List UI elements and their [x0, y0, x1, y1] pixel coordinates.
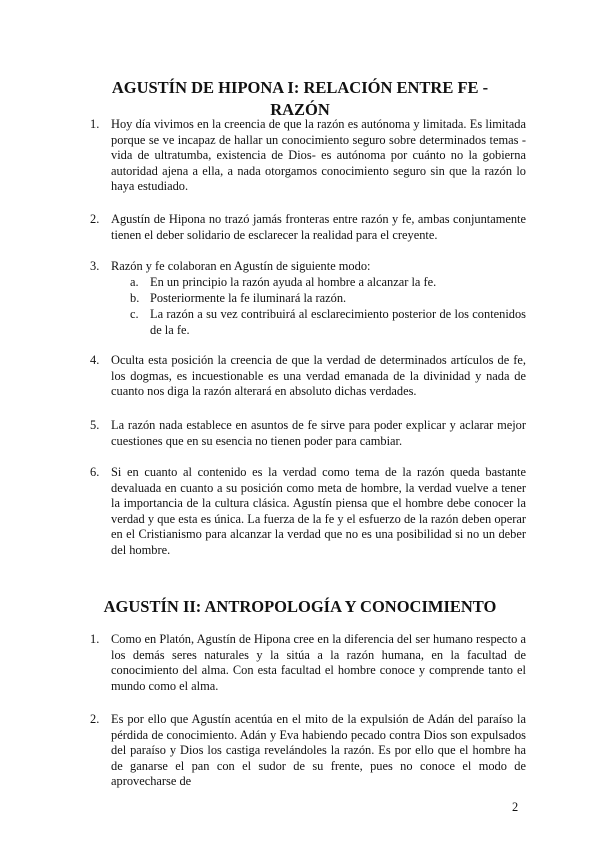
- s2-item-1-text: Como en Platón, Agustín de Hipona cree en la diferencia del ser humano respecto a los demás seres naturales y la sitúa a la razón humana, en la facultad de conocimiento del alma. Con esta facultad el hombre conoce y comprende tanto el mundo como el alma.: [111, 632, 526, 693]
- s1-item-5: [90, 418, 526, 449]
- s1-item-1: [90, 117, 526, 195]
- s1-item-5-text: La razón nada establece en asuntos de fe sirve para poder explicar y aclarar mejor cuestiones que en su esencia no tienen poder para cambiar.: [111, 418, 526, 448]
- s2-item-2-text: Es por ello que Agustín acentúa en el mito de la expulsión de Adán del paraíso la pérdida de conocimiento. Adán y Eva habiendo pecado contra Dios son expulsados del paraíso y Dios los castiga revelándoles la razón. Es por ello que el hombre ha de ganarse el pan con el sudor de su frente, pues no conoce el modo de aprovecharse de: [111, 712, 526, 789]
- page-number: 2: [512, 800, 519, 814]
- s1-item-2-text: Agustín de Hipona no trazó jamás fronteras entre razón y fe, ambas conjuntamente tienen el deber solidario de esclarecer la realidad para el creyente.: [111, 212, 526, 242]
- s1-subitem-b-letter: b.: [130, 291, 140, 305]
- s1-item-5-number: 5.: [90, 418, 100, 432]
- s1-subitem-a-text: En un principio la razón ayuda al hombre a alcanzar la fe.: [150, 275, 437, 289]
- s1-item-6: [90, 465, 526, 559]
- s2-item-1: [90, 632, 526, 694]
- section-1-title-line-2: RAZÓN: [270, 100, 330, 119]
- s2-item-1-number: 1.: [90, 632, 100, 646]
- section-1-title: [96, 77, 504, 121]
- s2-item-2: [90, 712, 526, 790]
- s1-subitem-b: [130, 291, 526, 307]
- s1-item-4-number: 4.: [90, 353, 100, 367]
- s1-item-2-number: 2.: [90, 212, 100, 226]
- s1-subitem-a: [130, 275, 526, 291]
- s1-item-4: [90, 353, 526, 400]
- s1-item-4-text: Oculta esta posición la creencia de que la verdad de determinados artículos de fe, los dogmas, es incuestionable es una verdad emanada de la divinidad y nada de cuanto nos diga la razón alterará en absoluto dichas verdades.: [111, 353, 526, 399]
- s1-item-3-text: Razón y fe colaboran en Agustín de siguiente modo:: [111, 259, 371, 273]
- s1-subitem-b-text: Posteriormente la fe iluminará la razón.: [150, 291, 347, 305]
- s1-subitem-c: [130, 307, 526, 338]
- s1-subitem-c-text: La razón a su vez contribuirá al esclarecimiento posterior de los contenidos de la fe.: [150, 307, 526, 337]
- s2-item-2-number: 2.: [90, 712, 100, 726]
- s1-subitem-a-letter: a.: [130, 275, 139, 289]
- s1-item-6-text: Si en cuanto al contenido es la verdad como tema de la razón queda bastante devaluada en cuanto a su posición como meta de hombre, la verdad vuelve a tener la importancia de la cultura clásica. Agustín piensa que el hombre debe conocer la verdad y que esta es única. La fuerza de la fe y el esfuerzo de la razón deben operar en el Cristianismo para alcanzar la verdad que no es una posibilidad si no un deber del hombre.: [111, 465, 526, 557]
- s1-subitem-c-letter: c.: [130, 307, 139, 321]
- s1-item-6-number: 6.: [90, 465, 100, 479]
- s1-item-2: [90, 212, 526, 243]
- section-1-title-line-1: AGUSTÍN DE HIPONA I: RELACIÓN ENTRE FE -: [111, 78, 489, 97]
- section-2-title: AGUSTÍN II: ANTROPOLOGÍA Y CONOCIMIENTO: [103, 597, 497, 616]
- s1-item-3: [90, 259, 526, 275]
- s1-item-1-text: Hoy día vivimos en la creencia de que la razón es autónoma y limitada. Es limitada porque se ve incapaz de hallar un conocimiento seguro sobre determinados temas -vida de ultratumba, existencia de Dios- es autónoma por cuánto no la gobierna autoridad ajena a ella, a nada otorgamos conocimiento seguro sin que la razón lo haya estudiado.: [111, 117, 526, 194]
- s1-item-3-number: 3.: [90, 259, 100, 273]
- s1-item-1-number: 1.: [90, 117, 100, 131]
